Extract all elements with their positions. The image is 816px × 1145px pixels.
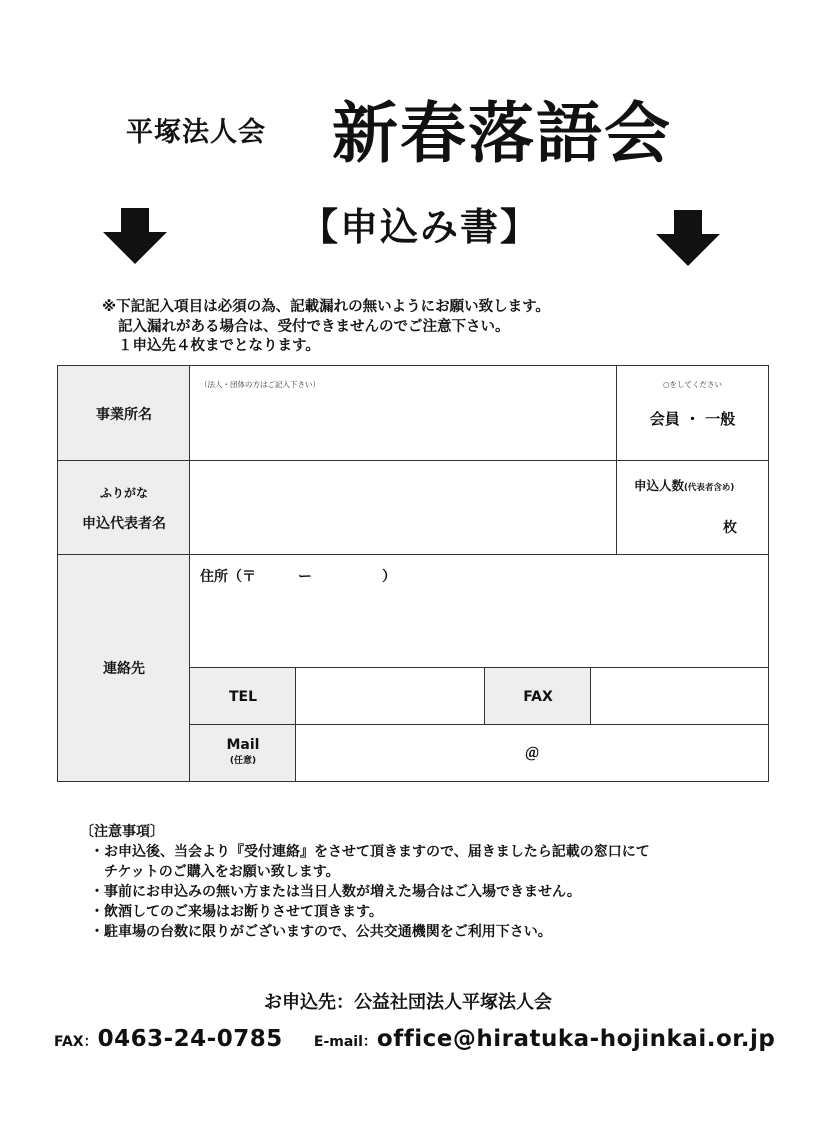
membership-cell[interactable] (617, 366, 768, 461)
fax-input[interactable] (591, 668, 768, 725)
notice-line: １申込先４枚までとなります。 (118, 338, 320, 354)
contact-organization: お申込先：公益社団法人平塚法人会 (264, 992, 552, 1013)
company-note: （法人・団体の方はご記入下さい） (200, 380, 320, 389)
email-key: E-mail： (313, 1034, 377, 1050)
caution-item: チケットのご購入をお願い致します。 (104, 864, 340, 880)
event-title: 新春落語会 (332, 95, 672, 172)
fax-number: 0463-24-0785 (97, 1026, 283, 1052)
fax-key: FAX： (54, 1034, 98, 1050)
company-label: 事業所名 (58, 366, 190, 461)
email-address[interactable]: office@hiratuka-hojinkai.or.jp (376, 1026, 776, 1052)
membership-note: ○をしてください (662, 380, 723, 389)
tel-label: TEL (190, 668, 296, 725)
attendee-count-sub: (代表者含め) (684, 483, 735, 493)
attendee-count-cell[interactable] (617, 461, 768, 555)
address-label: 住所（〒 ー ） (200, 569, 396, 585)
organizer-name: 平塚法人会 (126, 117, 266, 148)
membership-choice[interactable]: 会員 ・ 一般 (649, 410, 736, 428)
rep-name-field[interactable] (190, 461, 617, 555)
mail-label: Mail (226, 737, 260, 753)
cautions-heading: 〔注意事項〕 (80, 824, 164, 840)
arrow-down-icon (656, 210, 720, 266)
notice-line: 記入漏れがある場合は、受付できませんのでご注意下さい。 (118, 318, 510, 335)
at-mark: ＠ (525, 746, 539, 762)
tel-input[interactable] (296, 668, 485, 725)
cautions-block (80, 822, 650, 942)
fax-label: FAX (485, 668, 591, 725)
application-form (57, 365, 769, 782)
furigana-label: ふりがな (99, 485, 148, 500)
notice-block (102, 298, 550, 357)
contact-label: 連絡先 (58, 555, 190, 781)
mail-optional-note: (任意) (229, 756, 257, 766)
attendee-count-label: 申込人数(代表者含め) (634, 478, 735, 493)
caution-item: ・お申込後、当会より『受付連絡』をさせて頂きますので、届きましたら記載の窓口にて (90, 844, 650, 860)
caution-item: ・事前にお申込みの無い方または当日人数が増えた場合はご入場できません。 (90, 884, 581, 900)
rep-name-label: 申込代表者名 (82, 515, 166, 532)
arrow-down-icon (103, 208, 167, 264)
address-field[interactable] (190, 555, 768, 668)
mail-input[interactable] (296, 725, 768, 781)
ticket-unit: 枚 (723, 520, 737, 536)
notice-line: ※下記記入項目は必須の為、記載漏れの無いようにお願い致します。 (102, 299, 550, 315)
rep-label-cell (58, 461, 190, 555)
mail-label-cell (190, 725, 296, 781)
contact-footer (54, 1026, 775, 1052)
form-title: 【申込み書】 (300, 205, 541, 249)
caution-item: ・駐車場の台数に限りがございますので、公共交通機関をご利用下さい。 (90, 924, 552, 940)
caution-item: ・飲酒してのご来場はお断りさせて頂きます。 (90, 904, 383, 920)
company-name-field[interactable] (190, 366, 617, 461)
